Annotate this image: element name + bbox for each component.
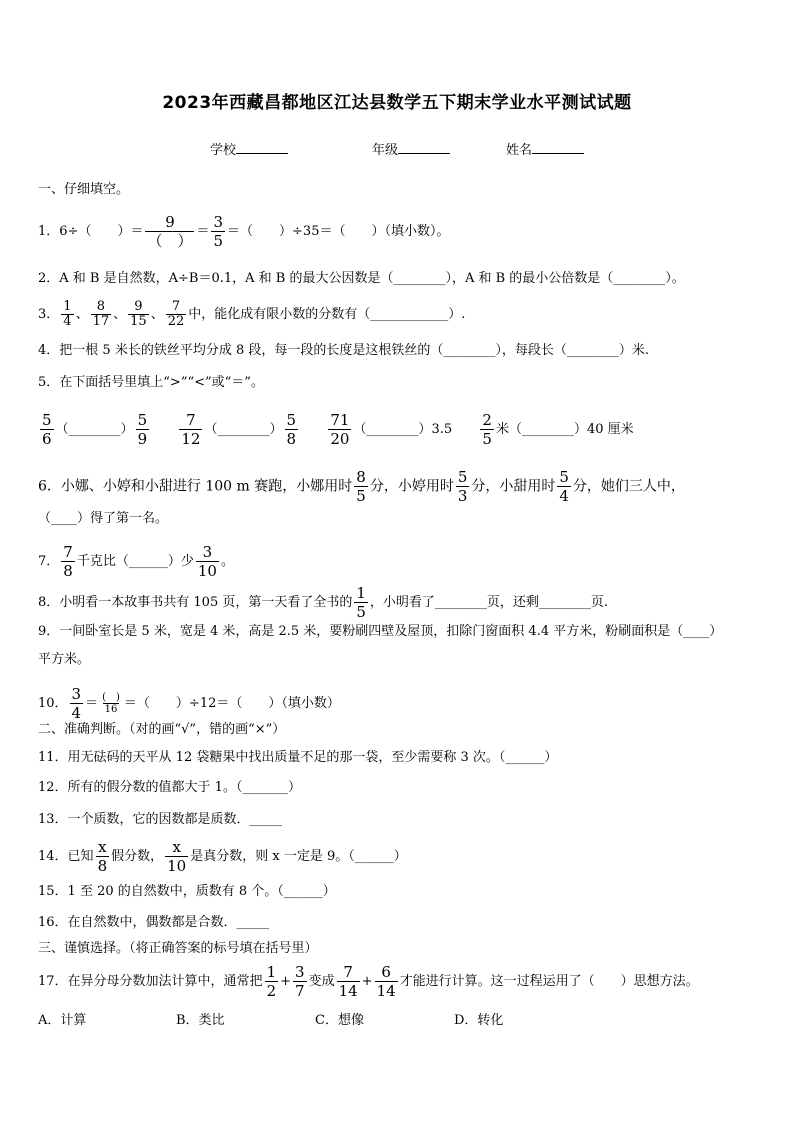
question-text: 把一根 5 米长的铁丝平均分成 8 段，每一段的长度是这根铁丝的（________），每段长（________）米. — [59, 343, 649, 358]
option-b: B．类比 — [176, 1013, 225, 1028]
question-1 — [38, 213, 449, 250]
fraction: $\frac{3}{7}$ — [295, 963, 305, 1000]
grade-field — [372, 139, 450, 158]
question-number: 8． — [38, 595, 60, 610]
question-text: 小娜、小婷和小甜进行 100 m 赛跑，小娜用时 — [60, 478, 353, 495]
question-text: A 和 B 是自然数，A÷B＝0.1，A 和 B 的最大公因数是（________），A 和 B 的最小公倍数是（________）。 — [59, 271, 685, 286]
question-6: 6．小娜、小婷和小甜进行 100 m 赛跑，小娜用时 $\frac{8}{5}$ 分，小婷用时 $\frac{5}{3}$ 分，小甜用时 $\frac{5}{4}$ 分，她们三人中， — [38, 468, 685, 505]
question-number: 7． — [38, 554, 60, 569]
fraction: $\frac{6}{14}$ — [376, 963, 396, 1000]
grade-blank — [398, 141, 450, 154]
fraction: $\frac{3}{5}$ — [213, 213, 224, 250]
question-15: 15．1 至 20 的自然数中，质数有 8 个。（______） — [38, 884, 336, 899]
question-7: 7． $\frac{7}{8}$ 千克比（______）少 $\frac{3}{10}$ 。 — [38, 543, 234, 580]
fraction: $\frac{8}{17}$ — [92, 299, 110, 329]
question-text: ＝（ ）÷35＝（ ）（填小数）。 — [227, 224, 450, 239]
question-number: 1． — [38, 224, 60, 239]
question-number: 3． — [38, 307, 60, 322]
page-title: 2023年西藏昌都地区江达县数学五下期末学业水平测试试题 — [162, 93, 632, 113]
question-text: 6÷（ ）＝ — [59, 224, 144, 239]
question-number: 15． — [38, 884, 68, 899]
name-label: 姓名 — [506, 143, 533, 158]
fraction: $\frac{7}{12}$ — [181, 411, 201, 448]
comparison-row: $\frac{5}{6}$ （________） $\frac{5}{9}$ $\frac{7}{12}$ （________） $\frac{5}{8}$ $\frac{71}{20}$ （________）3.5 $\frac{2}{5}$ 米（________）40 厘米 — [42, 411, 634, 448]
compare-blank: （________） — [508, 422, 587, 437]
school-label: 学校 — [210, 143, 237, 158]
fraction: $\frac{71}{20}$ — [330, 411, 350, 448]
compare-blank: （________） — [55, 422, 134, 437]
fraction: $\frac{5}{6}$ — [42, 411, 52, 448]
section-1-heading: 一、仔细填空。 — [38, 182, 130, 197]
name-blank — [532, 141, 584, 154]
question-3: 3． $\frac{1}{4}$ 、 $\frac{8}{17}$ 、 $\frac{9}{15}$ 、 $\frac{7}{22}$ 中，能化成有限小数的分数有（____________）. — [38, 299, 466, 329]
question-text: 中，能化成有限小数的分数有（____________）. — [188, 307, 466, 322]
fraction: $\frac{1}{2}$ — [266, 963, 277, 1000]
question-6-line-2: （____）得了第一名。 — [38, 511, 169, 526]
question-5 — [38, 374, 264, 392]
question-11: 11．用无砝码的天平从 12 袋糖果中找出质量不足的那一袋，至少需要称 3 次。（______） — [38, 750, 558, 765]
fraction: $\frac{9}{15}$ — [130, 299, 147, 329]
fraction: $\frac{7}{22}$ — [167, 299, 185, 329]
school-field — [210, 139, 288, 158]
question-number: 17． — [38, 974, 68, 989]
question-number: 5． — [38, 375, 60, 390]
question-number: 13． — [38, 812, 68, 827]
question-4 — [38, 342, 649, 360]
question-9: 9．一间卧室长是 5 米，宽是 4 米，高是 2.5 米，要粉刷四壁及屋顶，扣除门窗面积 4.4 平方米，粉刷面积是（____） — [38, 624, 723, 639]
question-number: 9． — [38, 624, 60, 639]
name-field — [506, 139, 584, 158]
question-number: 14． — [38, 849, 68, 864]
question-number: 10． — [38, 696, 68, 711]
school-blank — [236, 141, 288, 154]
fraction: $\frac{7}{8}$ — [63, 543, 73, 580]
fraction: $\frac{( )}{16}$ — [102, 692, 120, 715]
question-8: 8．小明看一本故事书共有 105 页，第一天看了全书的 $\frac{1}{5}$ ，小明看了________页，还剩________页. — [38, 584, 609, 621]
question-number: 6． — [38, 478, 61, 495]
question-2 — [38, 270, 685, 288]
question-number: 16． — [38, 915, 68, 930]
fraction: $\frac{3}{10}$ — [197, 543, 217, 580]
compare-blank: （________） — [204, 422, 283, 437]
fraction: $\frac{2}{5}$ — [482, 411, 492, 448]
question-17: 17．在异分母分数加法计算中，通常把 $\frac{1}{2}$ + $\frac{3}{7}$ 变成 $\frac{7}{14}$ + $\frac{6}{14}$ 才能进行计算。这一过程运用了（ ）思想方法。 — [38, 963, 699, 1000]
fraction: $\frac{5}{9}$ — [137, 411, 148, 448]
question-13: 13．一个质数，它的因数都是质数．_____ — [38, 812, 283, 827]
question-number: 4． — [38, 343, 60, 358]
fraction: $\frac{x}{8}$ — [97, 838, 108, 875]
compare-blank: （________） — [353, 422, 432, 437]
question-14: 14．已知 $\frac{x}{8}$ 假分数， $\frac{x}{10}$ 是真分数，则 x 一定是 9。（______） — [38, 838, 407, 875]
fraction: $\frac{5}{3}$ — [457, 468, 468, 505]
section-3-heading: 三、谨慎选择。（将正确答案的标号填在括号里） — [38, 941, 318, 956]
section-2-heading: 二、准确判断。（对的画“√”，错的画“×”） — [38, 722, 286, 737]
question-16: 16．在自然数中，偶数都是合数．_____ — [38, 915, 270, 930]
question-12: 12．所有的假分数的值都大于 1。（_______） — [38, 780, 301, 795]
value: 3.5 — [431, 422, 453, 437]
fraction: $\frac{8}{5}$ — [356, 468, 366, 505]
question-number: 11． — [38, 750, 68, 765]
fraction: $\frac{3}{4}$ — [71, 685, 82, 722]
fraction: $\frac{5}{4}$ — [559, 468, 569, 505]
question-text: 在下面括号里填上“>”“<”或“＝”。 — [59, 375, 264, 390]
question-number: 2． — [38, 271, 60, 286]
fraction: $\frac{5}{8}$ — [286, 411, 297, 448]
option-a: A．计算 — [38, 1013, 87, 1028]
question-number: 12． — [38, 780, 68, 795]
grade-label: 年级 — [372, 143, 399, 158]
question-text: ＝ — [196, 224, 210, 239]
value: 40 厘米 — [586, 422, 634, 437]
fraction: $\frac{7}{14}$ — [338, 963, 358, 1000]
fraction: $\frac{1}{5}$ — [356, 584, 366, 621]
question-9-line-2: 平方米。 — [38, 652, 91, 667]
question-10: 10． $\frac{3}{4}$ ＝ $\frac{( )}{16}$ ＝（ ）÷12＝（ ）（填小数） — [38, 685, 340, 722]
option-d: D．转化 — [454, 1013, 504, 1028]
fraction: $\frac{x}{10}$ — [167, 838, 187, 875]
option-c: C．想像 — [315, 1013, 364, 1028]
fraction: $\frac{9}{( )}$ — [147, 213, 193, 250]
fraction: $\frac{1}{4}$ — [63, 299, 72, 329]
